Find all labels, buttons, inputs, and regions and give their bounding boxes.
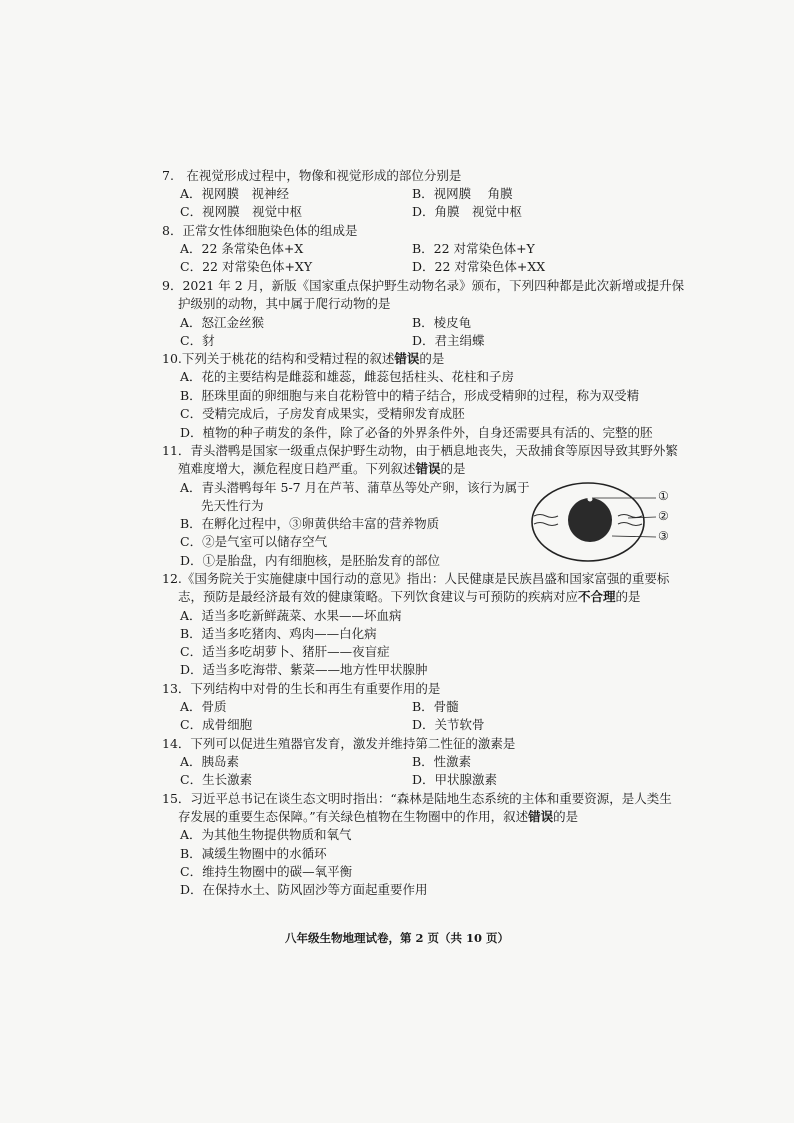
question-10-option-c: C．受精完成后，子房发育成果实，受精卵发育成胚 [180, 406, 465, 421]
chalaza-left [534, 515, 558, 526]
question-10-stem-end: 的是 [419, 351, 445, 366]
question-11-emphasis: 错误 [415, 461, 441, 476]
chalaza-right [618, 515, 642, 526]
question-10-option-a: A．花的主要结构是雌蕊和雄蕊，雌蕊包括柱头、花柱和子房 [180, 369, 515, 384]
question-12-stem-text: 志，预防是最经济最有效的健康策略。下列饮食建议与可预防的疾病对应 [178, 589, 579, 604]
question-11-option-a-line2: 先天性行为 [201, 498, 264, 513]
question-15-stem-line1: 15．习近平总书记在谈生态文明时指出：“森林是陆地生态系统的主体和重要资源，是人类生 [162, 791, 672, 806]
question-10-emphasis: 错误 [394, 351, 420, 366]
question-12-stem-line2 [178, 588, 686, 606]
question-11-stem-text: 殖难度增大，濒危程度日趋严重。下列叙述 [178, 461, 416, 476]
question-15-option-a: A．为其他生物提供物质和氧气 [180, 827, 352, 842]
question-13-stem: 13．下列结构中对骨的生长和再生有重要作用的是 [162, 681, 441, 696]
question-9-option-b: B．棱皮龟 [412, 315, 472, 330]
question-12-stem-line1: 12.《国务院关于实施健康中国行动的意见》指出：人民健康是民族昌盛和国家富强的重要标 [162, 571, 670, 586]
question-12-option-b: B．适当多吃猪肉、鸡肉——白化病 [180, 626, 377, 641]
question-13-option-c: C．成骨细胞 [180, 717, 253, 732]
question-12-option-d: D．适当多吃海带、紫菜——地方性甲状腺肿 [180, 662, 428, 677]
question-9-stem-line1: 9．2021 年 2 月，新版《国家重点保护野生动物名录》颁布，下列四种都是此次新增或提升保 [162, 278, 685, 293]
question-13-option-b: B．骨髓 [412, 699, 459, 714]
question-8-stem: 8．正常女性体细胞染色体的组成是 [162, 223, 358, 238]
question-14-stem: 14．下列可以促进生殖器官发育，激发并维持第二性征的激素是 [162, 736, 516, 751]
question-13-option-d: D．关节软骨 [412, 717, 485, 732]
question-14-option-a: A．胰岛素 [180, 754, 240, 769]
question-11-stem-line1: 11．青头潜鸭是国家一级重点保护野生动物，由于栖息地丧失，天敌捕食等原因导致其野外繁 [162, 443, 678, 458]
diagram-label-2: ② [658, 509, 669, 523]
germinal-disc [588, 497, 593, 502]
question-9-option-c: C．豺 [180, 333, 215, 348]
question-12-emphasis: 不合理 [578, 589, 616, 604]
question-12-stem-end: 的是 [615, 589, 641, 604]
diagram-label-1: ① [658, 489, 669, 503]
yolk [568, 498, 612, 542]
question-7-option-c: C．视网膜 视觉中枢 [180, 204, 303, 219]
question-15-stem-end: 的是 [553, 809, 579, 824]
question-11-option-a-line1: A．青头潜鸭每年 5-7 月在芦苇、蒲草丛等处产卵，该行为属于 [180, 480, 530, 495]
question-15-option-c: C．维持生物圈中的碳—氧平衡 [180, 864, 353, 879]
question-8-option-d: D．22 对常染色体+XX [412, 259, 546, 274]
question-7-option-b: B．视网膜 角膜 [412, 186, 513, 201]
pointer-line-3 [612, 536, 656, 537]
question-11-option-d: D．①是胎盘，内有细胞核，是胚胎发育的部位 [180, 553, 441, 568]
question-9-stem-line2: 护级别的动物，其中属于爬行动物的是 [178, 296, 391, 311]
question-8-option-b: B．22 对常染色体+Y [412, 241, 535, 256]
question-11-option-b: B．在孵化过程中，③卵黄供给丰富的营养物质 [180, 516, 440, 531]
question-11-stem-end: 的是 [440, 461, 466, 476]
question-10-stem-text: 10.下列关于桃花的结构和受精过程的叙述 [162, 351, 395, 366]
question-15-stem-text: 存发展的重要生态保障。”有关绿色植物在生物圈中的作用，叙述 [178, 809, 529, 824]
question-14-option-b: B．性激素 [412, 754, 472, 769]
question-7-option-d: D．角膜 视觉中枢 [412, 204, 523, 219]
question-8-option-c: C．22 对常染色体+XY [180, 259, 313, 274]
question-13-option-a: A．骨质 [180, 699, 227, 714]
question-12-option-c: C．适当多吃胡萝卜、猪肝——夜盲症 [180, 644, 390, 659]
question-15-emphasis: 错误 [528, 809, 554, 824]
question-10-stem [162, 350, 670, 368]
question-15-stem-line2 [178, 808, 686, 826]
question-14-option-d: D．甲状腺激素 [412, 772, 498, 787]
question-15-option-d: D．在保持水土、防风固沙等方面起重要作用 [180, 882, 428, 897]
question-9-option-d: D．君主绢蝶 [412, 333, 485, 348]
question-14-option-c: C．生长激素 [180, 772, 253, 787]
question-15-option-b: B．减缓生物圈中的水循环 [180, 846, 327, 861]
question-10-option-d: D．植物的种子萌发的条件，除了必备的外界条件外，自身还需要具有活的、完整的胚 [180, 425, 653, 440]
question-12-option-a: A．适当多吃新鲜蔬菜、水果——坏血病 [180, 608, 402, 623]
question-7-option-a: A．视网膜 视神经 [180, 186, 290, 201]
question-8-option-a: A．22 条常染色体+X [180, 241, 304, 256]
question-9-option-a: A．怒江金丝猴 [180, 315, 265, 330]
question-11-stem-line2 [178, 460, 686, 478]
question-7-stem: 7. 在视觉形成过程中，物像和视觉形成的部位分别是 [162, 168, 462, 183]
question-10-option-b: B．胚珠里面的卵细胞与来自花粉管中的精子结合，形成受精卵的过程，称为双受精 [180, 388, 640, 403]
diagram-label-3: ③ [658, 529, 669, 543]
page-footer: 八年级生物地理试卷，第 2 页（共 10 页） [284, 931, 510, 945]
question-11-option-c: C．②是气室可以储存空气 [180, 534, 328, 549]
